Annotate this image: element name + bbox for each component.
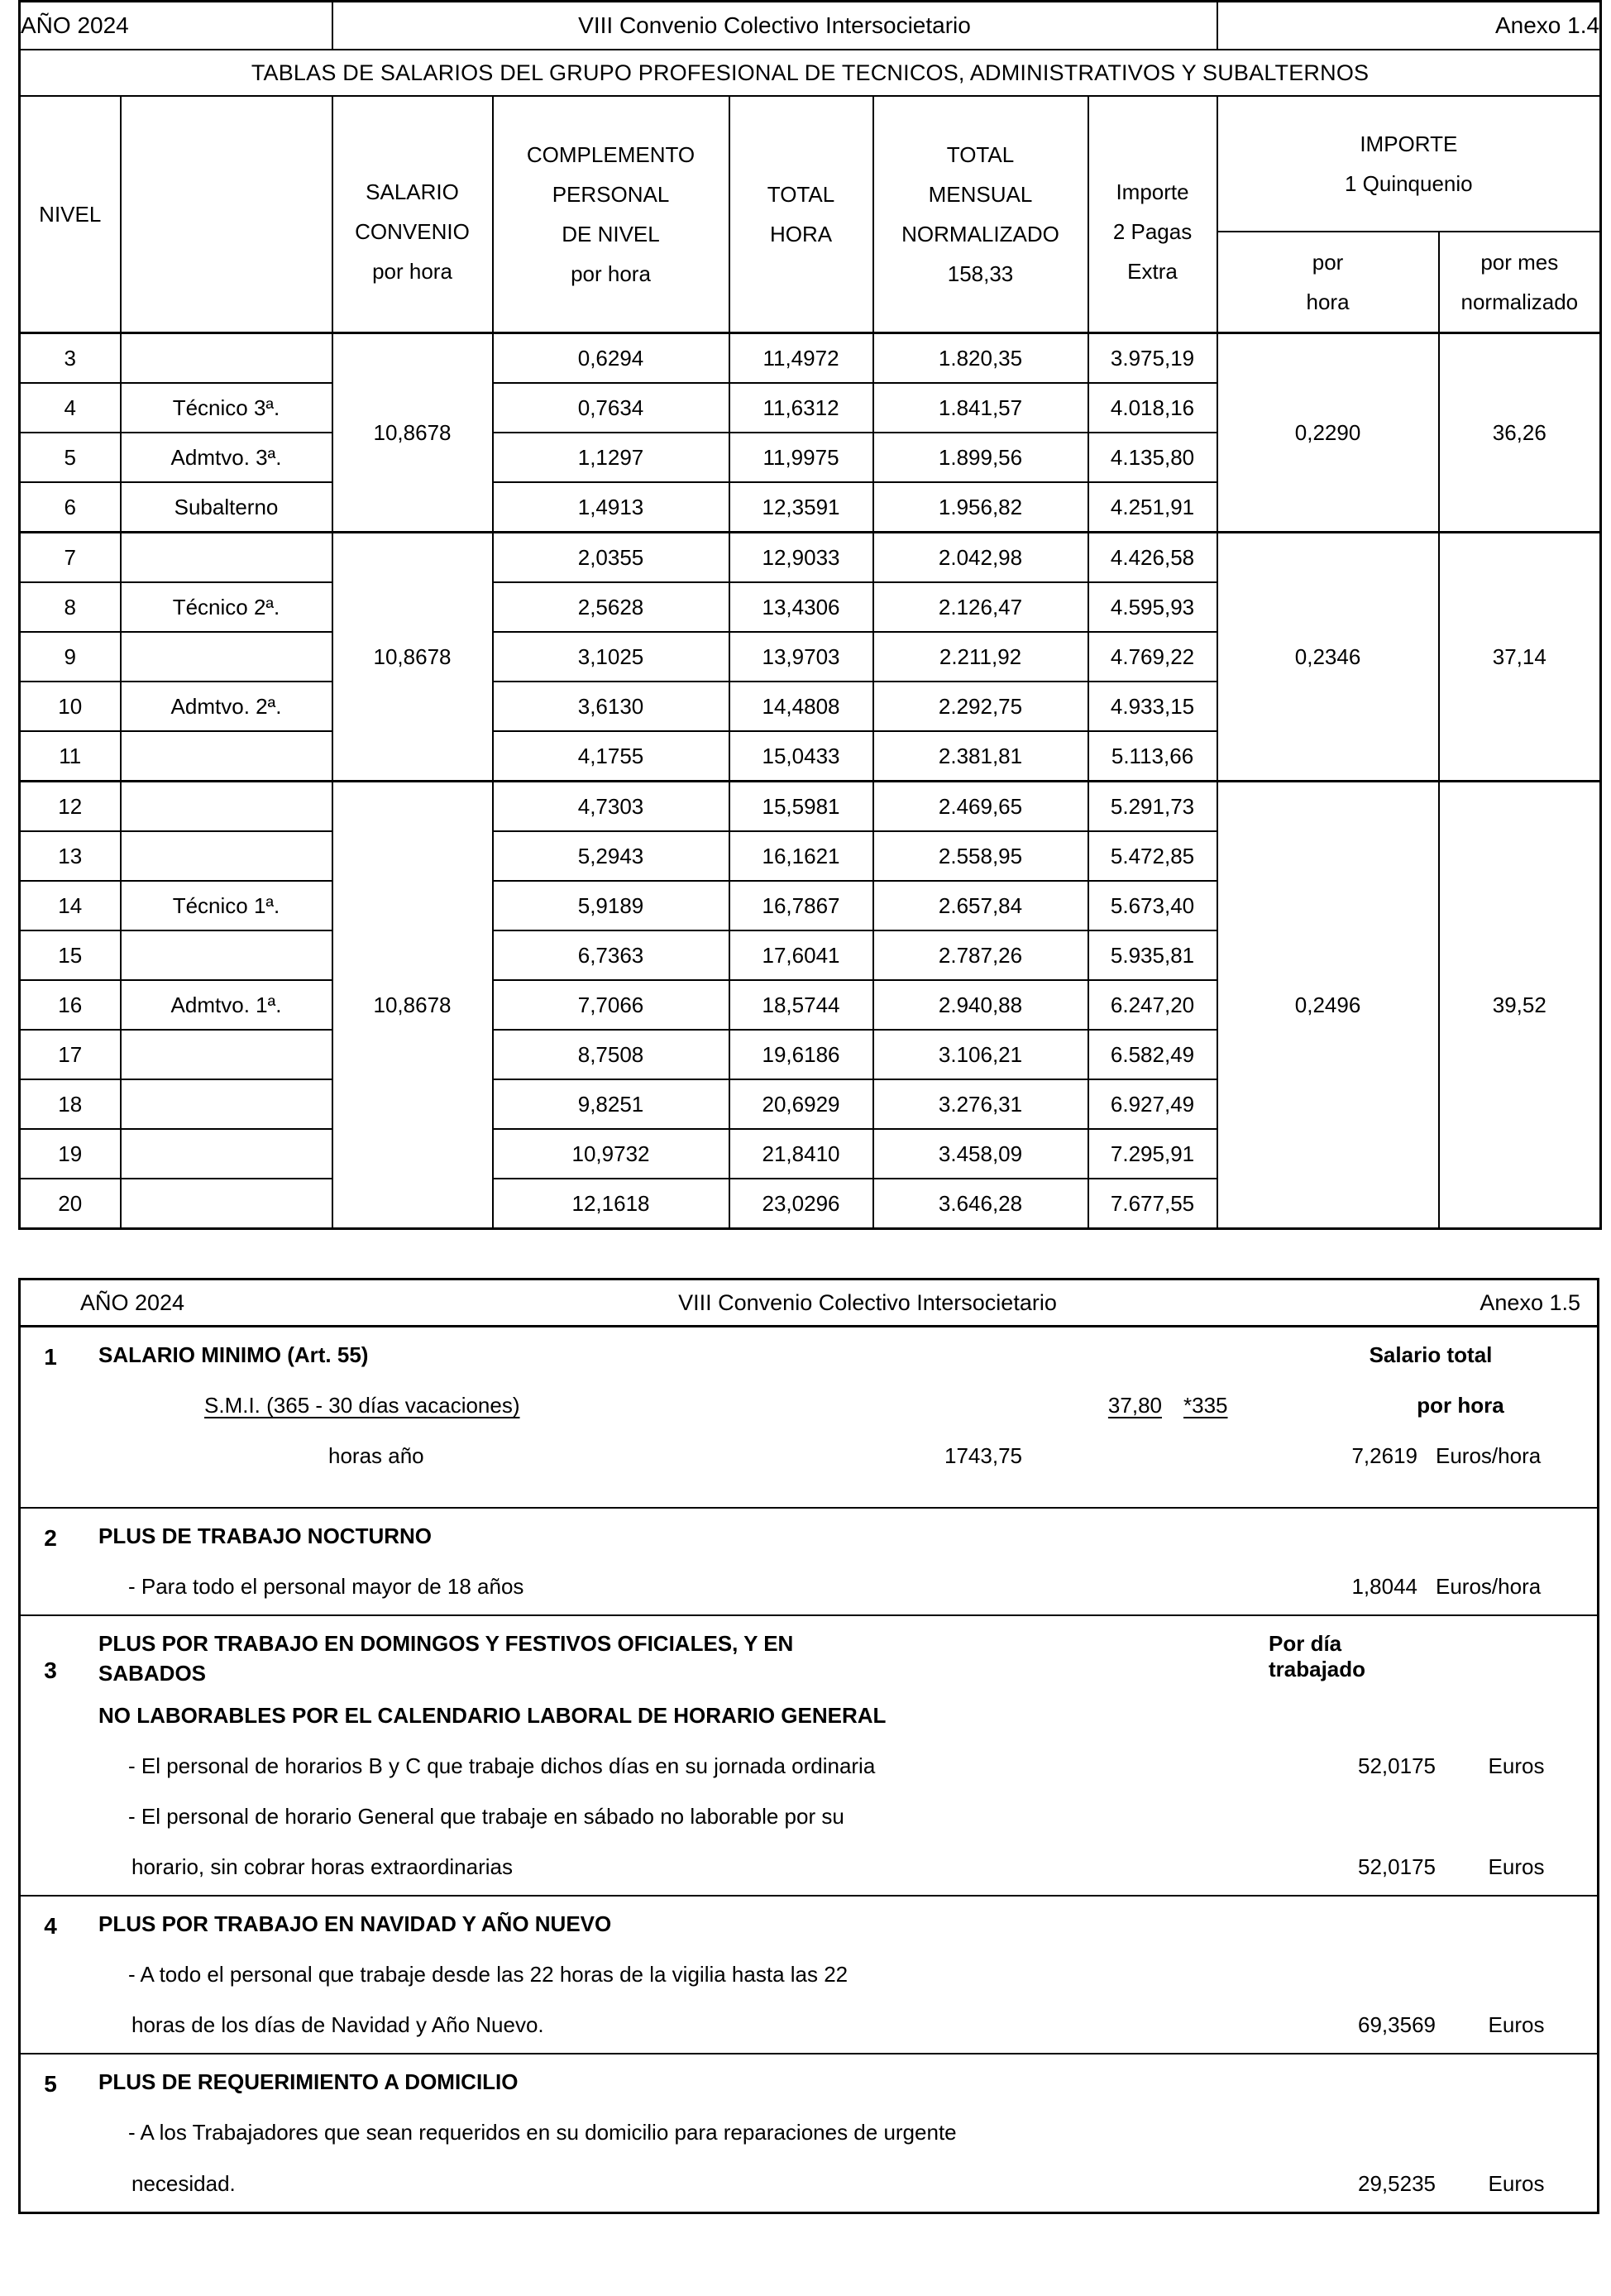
cell-complemento: 4,7303: [493, 782, 729, 832]
col-header-categoria: [121, 96, 332, 333]
cell-total-hora: 16,1621: [729, 831, 873, 881]
cell-salario-convenio: 10,8678: [332, 782, 493, 1229]
cell-pagas-extra: 6.927,49: [1088, 1079, 1217, 1129]
cell-complemento: 10,9732: [493, 1129, 729, 1179]
cell-categoria: Subalterno: [121, 482, 332, 533]
cell-nivel: 16: [20, 980, 121, 1030]
table-row: [20, 333, 1601, 384]
cell-nivel: 20: [20, 1179, 121, 1229]
item1-horas-label: horas año: [328, 1443, 424, 1469]
table1-convenio-title: VIII Convenio Colectivo Intersocietario: [332, 2, 1217, 50]
col-header-totalhora-l1: TOTAL: [767, 181, 835, 207]
cell-quinquenio-mes: 36,26: [1439, 333, 1601, 533]
cell-categoria: [121, 930, 332, 980]
col-header-importe-l2: 1 Quinquenio: [1344, 171, 1473, 196]
col-header-mensual-l3: NORMALIZADO: [901, 222, 1059, 246]
cell-total-hora: 15,0433: [729, 731, 873, 782]
cell-mensual: 3.106,21: [873, 1030, 1088, 1079]
item1-smi-value: 37,80: [1107, 1393, 1162, 1418]
item4-line-1b: horas de los días de Navidad y Año Nuevo.: [131, 2012, 544, 2038]
item1-total-value: 7,2619: [1351, 1443, 1417, 1469]
cell-pagas-extra: 4.769,22: [1088, 632, 1217, 682]
cell-complemento: 5,9189: [493, 881, 729, 930]
cell-total-hora: 12,9033: [729, 533, 873, 583]
item3-line-2-unit: Euros: [1488, 1854, 1545, 1879]
item1-smi-label: S.M.I. (365 - 30 días vacaciones): [204, 1393, 520, 1418]
plus-item-5: [20, 2054, 1599, 2212]
col-header-importe-quinquenio: [1217, 96, 1601, 232]
col-header-quinquenio-por-mes-normalizado: [1439, 232, 1601, 333]
cell-quinquenio-hora: 0,2496: [1217, 782, 1439, 1229]
item2-line-1-value: 1,8044: [1351, 1574, 1417, 1600]
item4-line-1-value: 69,3569: [1358, 2012, 1436, 2038]
cell-total-hora: 11,4972: [729, 333, 873, 384]
cell-categoria: Admtvo. 2ª.: [121, 682, 332, 731]
plus-table-anexo-1-5: [18, 1278, 1599, 2214]
table2-year: AÑO 2024: [80, 1289, 185, 1315]
cell-pagas-extra: 4.933,15: [1088, 682, 1217, 731]
cell-quinquenio-mes: 37,14: [1439, 533, 1601, 782]
item1-right-label-1: Salario total: [1369, 1342, 1493, 1367]
cell-categoria: [121, 1179, 332, 1229]
cell-complemento: 12,1618: [493, 1179, 729, 1229]
col-header-total-mensual-normalizado: [873, 96, 1088, 333]
col-header-salario-l2: CONVENIO: [355, 218, 470, 244]
cell-total-hora: 17,6041: [729, 930, 873, 980]
cell-categoria: [121, 782, 332, 832]
cell-nivel: 13: [20, 831, 121, 881]
item1-total-unit: Euros/hora: [1436, 1443, 1542, 1469]
cell-mensual: 1.820,35: [873, 333, 1088, 384]
cell-pagas-extra: 4.426,58: [1088, 533, 1217, 583]
cell-categoria: [121, 533, 332, 583]
cell-total-hora: 11,9975: [729, 433, 873, 482]
col-header-mensual-l1: TOTAL: [946, 141, 1015, 167]
item3-right-label-1: Por día: [1269, 1631, 1342, 1657]
item3-line-1-value: 52,0175: [1358, 1753, 1436, 1778]
cell-categoria: Técnico 3ª.: [121, 383, 332, 433]
table1-subtitle: TABLAS DE SALARIOS DEL GRUPO PROFESIONAL DE TECNICOS, ADMINISTRATIVOS Y SUBALTERNOS: [20, 50, 1601, 96]
item1-number: 1: [44, 1344, 57, 1370]
table-row: [20, 782, 1601, 832]
item4-title: PLUS POR TRABAJO EN NAVIDAD Y AÑO NUEVO: [98, 1911, 612, 1937]
col-header-complemento-l2: PERSONAL: [552, 181, 670, 207]
cell-mensual: 2.940,88: [873, 980, 1088, 1030]
col-header-complemento-l4: por hora: [571, 261, 651, 287]
cell-mensual: 2.469,65: [873, 782, 1088, 832]
col-header-pagas-l2: 2 Pagas: [1112, 218, 1193, 244]
cell-pagas-extra: 6.247,20: [1088, 980, 1217, 1030]
cell-pagas-extra: 3.975,19: [1088, 333, 1217, 384]
table-spacer: [0, 1230, 1611, 1278]
cell-total-hora: 20,6929: [729, 1079, 873, 1129]
cell-categoria: [121, 1079, 332, 1129]
cell-mensual: 3.458,09: [873, 1129, 1088, 1179]
cell-nivel: 10: [20, 682, 121, 731]
item5-line-1b: necesidad.: [131, 2170, 236, 2196]
item3-line-2a: - El personal de horario General que trabaje en sábado no laborable por su: [128, 1803, 844, 1829]
table-row: [20, 533, 1601, 583]
col-header-salario-l3: por hora: [372, 259, 452, 285]
item5-line-1a: - A los Trabajadores que sean requeridos en su domicilio para reparaciones de urgente: [128, 2120, 957, 2145]
item1-title: SALARIO MINIMO (Art. 55): [98, 1342, 369, 1367]
cell-mensual: 2.657,84: [873, 881, 1088, 930]
cell-quinquenio-mes: 39,52: [1439, 782, 1601, 1229]
cell-mensual: 2.126,47: [873, 582, 1088, 632]
cell-total-hora: 19,6186: [729, 1030, 873, 1079]
cell-pagas-extra: 5.291,73: [1088, 782, 1217, 832]
item3-title-line-1: PLUS POR TRABAJO EN DOMINGOS Y FESTIVOS OFICIALES, Y EN: [98, 1631, 794, 1657]
cell-pagas-extra: 4.251,91: [1088, 482, 1217, 533]
item5-line-1-value: 29,5235: [1358, 2170, 1436, 2196]
cell-salario-convenio: 10,8678: [332, 533, 493, 782]
cell-mensual: 2.787,26: [873, 930, 1088, 980]
item2-line-1: - Para todo el personal mayor de 18 años: [128, 1574, 524, 1600]
table1-subtitle-row: [20, 50, 1601, 96]
col-header-total-hora: [729, 96, 873, 333]
col-header-mensual-divisor: 158,33: [947, 261, 1014, 287]
cell-nivel: 7: [20, 533, 121, 583]
table2-title-row: [20, 1280, 1599, 1327]
cell-categoria: [121, 1129, 332, 1179]
cell-pagas-extra: 6.582,49: [1088, 1030, 1217, 1079]
table2-num-spacer: [21, 1290, 80, 1316]
cell-complemento: 2,5628: [493, 582, 729, 632]
cell-complemento: 0,7634: [493, 383, 729, 433]
cell-mensual: 2.042,98: [873, 533, 1088, 583]
col-header-salario-l1: SALARIO: [366, 179, 459, 204]
cell-nivel: 4: [20, 383, 121, 433]
col-header-quin-hora-l1: por: [1312, 249, 1344, 275]
cell-categoria: Técnico 2ª.: [121, 582, 332, 632]
cell-total-hora: 13,9703: [729, 632, 873, 682]
table1-header-row: [20, 96, 1601, 232]
cell-categoria: [121, 731, 332, 782]
col-header-complemento-l3: DE NIVEL: [562, 222, 660, 246]
cell-complemento: 7,7066: [493, 980, 729, 1030]
cell-mensual: 3.646,28: [873, 1179, 1088, 1229]
item1-horas-value: 1743,75: [944, 1443, 1022, 1469]
cell-salario-convenio: 10,8678: [332, 333, 493, 533]
col-header-nivel: NIVEL: [20, 96, 121, 333]
cell-complemento: 5,2943: [493, 831, 729, 881]
cell-complemento: 6,7363: [493, 930, 729, 980]
cell-nivel: 14: [20, 881, 121, 930]
cell-categoria: [121, 1030, 332, 1079]
cell-nivel: 12: [20, 782, 121, 832]
cell-categoria: [121, 632, 332, 682]
cell-mensual: 1.899,56: [873, 433, 1088, 482]
cell-complemento: 3,1025: [493, 632, 729, 682]
cell-pagas-extra: 7.677,55: [1088, 1179, 1217, 1229]
cell-total-hora: 21,8410: [729, 1129, 873, 1179]
cell-nivel: 9: [20, 632, 121, 682]
col-header-totalhora-l2: HORA: [769, 222, 833, 246]
cell-mensual: 1.956,82: [873, 482, 1088, 533]
cell-total-hora: 15,5981: [729, 782, 873, 832]
item5-number: 5: [44, 2071, 57, 2097]
cell-categoria: [121, 333, 332, 384]
col-header-pagas-l1: Importe: [1116, 179, 1189, 204]
col-header-quinquenio-por-hora: [1217, 232, 1439, 333]
item2-number: 2: [44, 1525, 57, 1552]
item3-title-line-3: NO LABORABLES POR EL CALENDARIO LABORAL DE HORARIO GENERAL: [98, 1702, 887, 1728]
item3-line-1: - El personal de horarios B y C que trabaje dichos días en su jornada ordinaria: [128, 1753, 876, 1778]
cell-complemento: 8,7508: [493, 1030, 729, 1079]
item3-line-2-value: 52,0175: [1358, 1854, 1436, 1879]
table1-title-row: [20, 2, 1601, 50]
item2-title: PLUS DE TRABAJO NOCTURNO: [98, 1523, 433, 1549]
cell-nivel: 18: [20, 1079, 121, 1129]
cell-total-hora: 18,5744: [729, 980, 873, 1030]
table2-convenio-title: VIII Convenio Colectivo Intersocietario: [678, 1289, 1057, 1315]
cell-pagas-extra: 4.595,93: [1088, 582, 1217, 632]
cell-pagas-extra: 7.295,91: [1088, 1129, 1217, 1179]
table1-anexo-label: Anexo 1.4: [1217, 2, 1601, 50]
cell-categoria: Admtvo. 3ª.: [121, 433, 332, 482]
table2-anexo-label: Anexo 1.5: [1480, 1289, 1580, 1315]
cell-complemento: 0,6294: [493, 333, 729, 384]
item3-number: 3: [44, 1657, 57, 1684]
col-header-pagas-l3: Extra: [1127, 259, 1178, 285]
salary-table-anexo-1-4: [18, 0, 1602, 1230]
cell-pagas-extra: 4.135,80: [1088, 433, 1217, 482]
cell-nivel: 17: [20, 1030, 121, 1079]
item1-smi-note: *335: [1183, 1393, 1228, 1418]
cell-categoria: Admtvo. 1ª.: [121, 980, 332, 1030]
cell-categoria: [121, 831, 332, 881]
cell-mensual: 2.292,75: [873, 682, 1088, 731]
cell-complemento: 1,4913: [493, 482, 729, 533]
cell-total-hora: 11,6312: [729, 383, 873, 433]
plus-item-1: [20, 1327, 1599, 1509]
cell-total-hora: 16,7867: [729, 881, 873, 930]
item3-line-2b: horario, sin cobrar horas extraordinarias: [131, 1854, 513, 1879]
plus-item-2: [20, 1508, 1599, 1615]
item5-title: PLUS DE REQUERIMIENTO A DOMICILIO: [98, 2069, 519, 2095]
cell-total-hora: 23,0296: [729, 1179, 873, 1229]
cell-quinquenio-hora: 0,2290: [1217, 333, 1439, 533]
cell-complemento: 2,0355: [493, 533, 729, 583]
cell-nivel: 5: [20, 433, 121, 482]
cell-nivel: 8: [20, 582, 121, 632]
col-header-quin-mes-l2: normalizado: [1460, 289, 1579, 314]
cell-mensual: 2.211,92: [873, 632, 1088, 682]
col-header-quin-mes-l1: por mes: [1480, 249, 1559, 275]
cell-pagas-extra: 5.673,40: [1088, 881, 1217, 930]
cell-quinquenio-hora: 0,2346: [1217, 533, 1439, 782]
col-header-importe-2-pagas-extra: [1088, 96, 1217, 333]
cell-nivel: 15: [20, 930, 121, 980]
item3-line-1-unit: Euros: [1488, 1753, 1545, 1778]
cell-total-hora: 14,4808: [729, 682, 873, 731]
cell-pagas-extra: 5.935,81: [1088, 930, 1217, 980]
cell-total-hora: 13,4306: [729, 582, 873, 632]
cell-complemento: 4,1755: [493, 731, 729, 782]
cell-nivel: 19: [20, 1129, 121, 1179]
cell-nivel: 11: [20, 731, 121, 782]
col-header-complemento-personal-nivel: [493, 96, 729, 333]
cell-pagas-extra: 4.018,16: [1088, 383, 1217, 433]
item3-title-line-2: SABADOS: [98, 1660, 207, 1686]
col-header-quin-hora-l2: hora: [1306, 289, 1350, 314]
item2-line-1-unit: Euros/hora: [1436, 1574, 1542, 1600]
cell-nivel: 6: [20, 482, 121, 533]
col-header-mensual-l2: MENSUAL: [928, 181, 1033, 207]
cell-mensual: 2.558,95: [873, 831, 1088, 881]
item5-line-1-unit: Euros: [1488, 2170, 1545, 2196]
cell-complemento: 9,8251: [493, 1079, 729, 1129]
cell-categoria: Técnico 1ª.: [121, 881, 332, 930]
item1-right-label-2: por hora: [1417, 1393, 1504, 1418]
col-header-importe-l1: IMPORTE: [1360, 131, 1458, 156]
col-header-complemento-l1: COMPLEMENTO: [526, 141, 696, 167]
cell-total-hora: 12,3591: [729, 482, 873, 533]
cell-complemento: 1,1297: [493, 433, 729, 482]
plus-item-3: [20, 1615, 1599, 1896]
cell-mensual: 1.841,57: [873, 383, 1088, 433]
cell-pagas-extra: 5.113,66: [1088, 731, 1217, 782]
plus-item-4: [20, 1896, 1599, 2054]
cell-pagas-extra: 5.472,85: [1088, 831, 1217, 881]
item4-line-1-unit: Euros: [1488, 2012, 1545, 2038]
cell-complemento: 3,6130: [493, 682, 729, 731]
col-header-salario-convenio: [332, 96, 493, 333]
item4-number: 4: [44, 1913, 57, 1940]
cell-mensual: 2.381,81: [873, 731, 1088, 782]
table1-year: AÑO 2024: [20, 2, 332, 50]
item4-line-1a: - A todo el personal que trabaje desde las 22 horas de la vigilia hasta las 22: [128, 1962, 849, 1987]
item3-right-label-2: trabajado: [1269, 1657, 1366, 1682]
cell-nivel: 3: [20, 333, 121, 384]
cell-mensual: 3.276,31: [873, 1079, 1088, 1129]
